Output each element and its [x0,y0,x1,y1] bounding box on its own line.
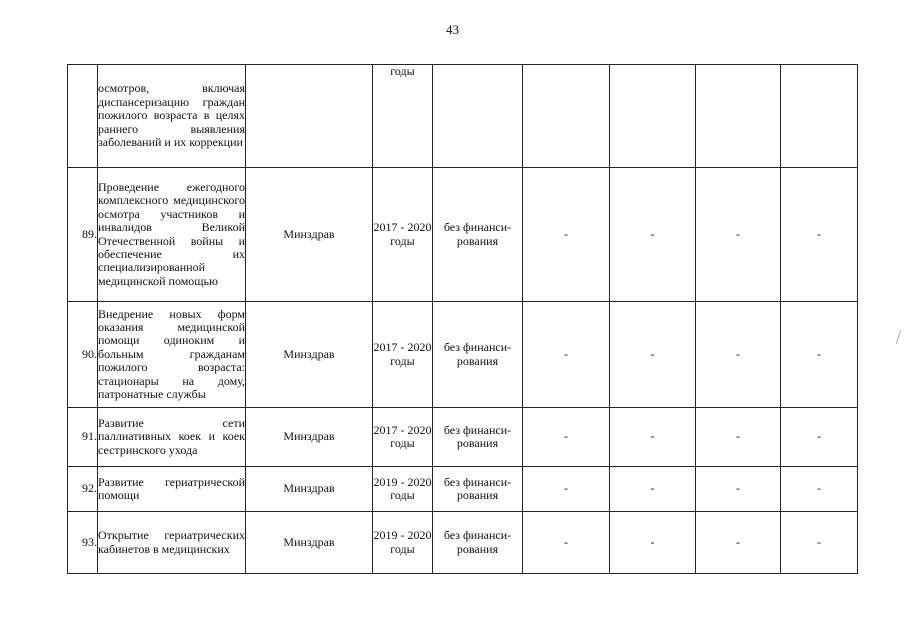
value-cell [781,65,858,168]
executor: Минздрав [246,512,373,574]
measures-table [67,64,858,574]
value-cell: - [523,168,610,302]
scan-mark [896,330,901,344]
funding-source: без финанси-рования [433,408,523,467]
executor: Минздрав [246,467,373,512]
executor: Минздрав [246,168,373,302]
row-number: 91. [68,408,98,467]
term: 2017 - 2020 годы [373,168,433,302]
value-cell: - [696,408,781,467]
value-cell [696,65,781,168]
term: 2019 - 2020 годы [373,512,433,574]
value-cell: - [523,408,610,467]
value-cell: - [696,302,781,408]
value-cell: - [523,467,610,512]
page-number: 43 [446,22,459,37]
measure-description: осмотров, включая диспансеризацию граждан пожилого возраста в целях раннего выявления заболеваний и их коррекции [98,65,246,168]
row-number: 89. [68,168,98,302]
funding-source: без финанси-рования [433,168,523,302]
value-cell: - [523,302,610,408]
value-cell: - [610,467,696,512]
value-cell: - [781,408,858,467]
executor [246,65,373,168]
value-cell: - [696,168,781,302]
row-number: 93. [68,512,98,574]
value-cell: - [610,512,696,574]
table-row [68,302,858,408]
table-row [68,65,858,168]
value-cell: - [781,512,858,574]
value-cell: - [781,467,858,512]
measure-description: Развитие сети паллиативных коек и коек сестринского ухода [98,408,246,467]
term: 2019 - 2020 годы [373,467,433,512]
table-row [68,408,858,467]
value-cell: - [781,168,858,302]
table-row [68,467,858,512]
value-cell: - [610,302,696,408]
funding-source: без финанси-рования [433,302,523,408]
value-cell: - [523,512,610,574]
measure-description: Открытие гериатрических кабинетов в медицинских [98,512,246,574]
table-row [68,168,858,302]
value-cell: - [610,408,696,467]
executor: Минздрав [246,408,373,467]
row-number: 92. [68,467,98,512]
value-cell: - [610,168,696,302]
value-cell: - [781,302,858,408]
funding-source [433,65,523,168]
row-number: 90. [68,302,98,408]
value-cell [523,65,610,168]
table-row [68,512,858,574]
measure-description: Развитие гериатрической помощи [98,467,246,512]
value-cell [610,65,696,168]
term: 2017 - 2020 годы [373,408,433,467]
term: годы [373,65,433,168]
value-cell: - [696,467,781,512]
funding-source: без финанси-рования [433,512,523,574]
measure-description: Внедрение новых форм оказания медицинской помощи одиноким и больным гражданам пожилого возраста: стационары на дому, патронатные службы [98,302,246,408]
measure-description: Проведение ежегодного комплексного медицинского осмотра участников и инвалидов Великой Отечественной войны и обеспечение их специализированной медицинской помощью [98,168,246,302]
executor: Минздрав [246,302,373,408]
term: 2017 - 2020 годы [373,302,433,408]
value-cell: - [696,512,781,574]
row-number [68,65,98,168]
funding-source: без финанси-рования [433,467,523,512]
